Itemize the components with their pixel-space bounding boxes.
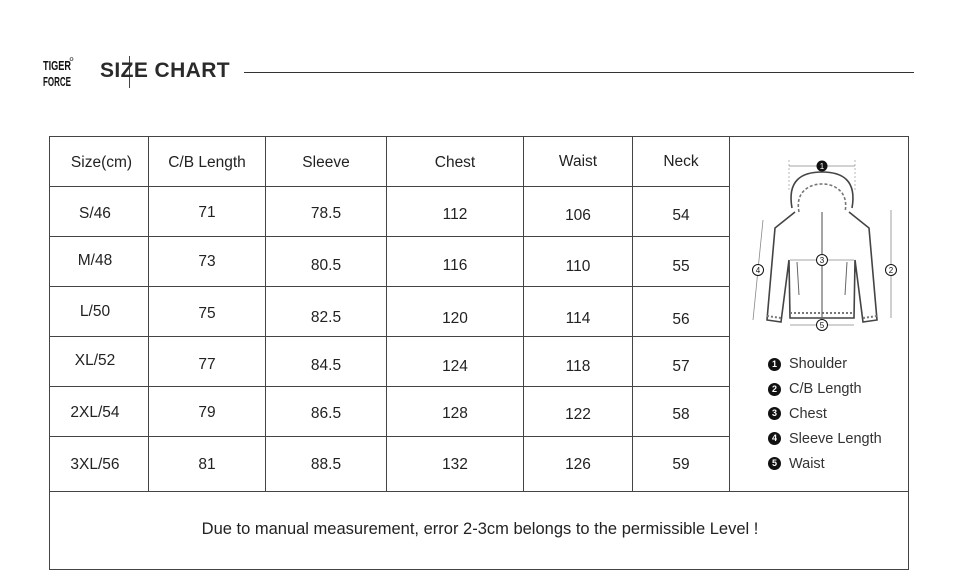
table-cell-waist: 106 xyxy=(565,207,591,224)
table-cell-cb-length: 75 xyxy=(198,305,216,322)
row-divider xyxy=(49,236,730,237)
table-cell-chest: 128 xyxy=(442,405,468,422)
svg-text:TIGER: TIGER xyxy=(43,59,71,73)
column-header-size: Size(cm) xyxy=(70,154,133,171)
table-cell-neck: 59 xyxy=(672,456,690,473)
legend-item xyxy=(768,377,882,402)
svg-text:1: 1 xyxy=(819,162,825,171)
row-divider xyxy=(49,436,730,437)
table-cell-waist: 118 xyxy=(565,358,591,375)
column-header-cb-length: C/B Length xyxy=(168,154,246,171)
table-cell-sleeve: 88.5 xyxy=(310,456,342,473)
table-cell-chest: 120 xyxy=(442,310,468,327)
table-cell-size: 2XL/54 xyxy=(70,404,120,421)
legend-item xyxy=(768,426,882,451)
legend-number: 3 xyxy=(768,407,781,420)
legend-label: Waist xyxy=(789,455,825,472)
table-cell-sleeve: 86.5 xyxy=(310,405,342,422)
page-title: SIZE CHART xyxy=(100,59,230,82)
legend-label: Sleeve Length xyxy=(789,430,882,447)
legend-label: Chest xyxy=(789,405,827,422)
legend-item xyxy=(768,451,882,476)
table-cell-neck: 55 xyxy=(672,258,690,275)
table-cell-size: S/46 xyxy=(79,205,111,222)
table-cell-neck: 57 xyxy=(672,358,690,375)
column-header-waist: Waist xyxy=(558,153,598,170)
table-cell-cb-length: 71 xyxy=(198,204,216,221)
table-cell-chest: 112 xyxy=(442,206,468,223)
table-cell-neck: 56 xyxy=(672,311,690,328)
svg-text:2: 2 xyxy=(888,266,894,275)
row-divider xyxy=(49,386,730,387)
table-cell-size: L/50 xyxy=(79,303,111,320)
legend-label: C/B Length xyxy=(789,381,862,398)
row-divider xyxy=(49,336,730,337)
hoodie-measurement-diagram xyxy=(737,150,907,340)
legend-number: 1 xyxy=(768,358,781,371)
table-cell-size: XL/52 xyxy=(74,352,116,369)
table-border-right xyxy=(908,136,909,570)
table-cell-waist: 110 xyxy=(565,258,591,275)
svg-text:3: 3 xyxy=(819,256,825,265)
column-header-sleeve: Sleeve xyxy=(302,154,350,171)
table-cell-cb-length: 73 xyxy=(198,253,216,270)
table-border-top xyxy=(49,136,909,137)
legend-label: Shoulder xyxy=(789,356,848,373)
svg-text:4: 4 xyxy=(755,266,761,275)
measurement-legend xyxy=(768,352,882,476)
legend-number: 4 xyxy=(768,432,781,445)
column-header-chest: Chest xyxy=(434,154,476,171)
table-cell-waist: 114 xyxy=(565,310,591,327)
diagram-marker xyxy=(886,265,897,276)
column-header-neck: Neck xyxy=(663,153,699,170)
table-border-bottom xyxy=(49,569,909,570)
table-cell-chest: 116 xyxy=(442,257,468,274)
table-cell-sleeve: 80.5 xyxy=(310,257,342,274)
table-cell-size: 3XL/56 xyxy=(70,456,120,473)
table-cell-size: M/48 xyxy=(77,252,113,269)
row-divider xyxy=(49,286,730,287)
table-cell-neck: 54 xyxy=(672,207,690,224)
table-cell-waist: 122 xyxy=(565,406,591,423)
table-cell-waist: 126 xyxy=(565,456,591,473)
chart-header xyxy=(42,52,914,92)
diagram-marker xyxy=(817,161,828,172)
table-cell-neck: 58 xyxy=(672,406,690,423)
svg-text:5: 5 xyxy=(819,321,825,330)
diagram-marker xyxy=(817,255,828,266)
measurement-note xyxy=(0,520,960,539)
table-cell-cb-length: 79 xyxy=(198,404,216,421)
table-cell-chest: 124 xyxy=(442,358,468,375)
legend-item xyxy=(768,402,882,427)
legend-number: 5 xyxy=(768,457,781,470)
diagram-marker xyxy=(817,320,828,331)
title-rule xyxy=(244,72,914,73)
legend-number: 2 xyxy=(768,383,781,396)
table-cell-sleeve: 84.5 xyxy=(310,357,342,374)
table-cell-cb-length: 81 xyxy=(198,456,216,473)
row-divider xyxy=(49,186,730,187)
column-divider xyxy=(729,136,730,492)
measurement-note-text: Due to manual measurement, error 2-3cm belongs to the permissible Level ! xyxy=(201,520,759,538)
table-cell-sleeve: 78.5 xyxy=(310,205,342,222)
svg-text:FORCE: FORCE xyxy=(43,75,71,89)
note-divider xyxy=(49,491,909,492)
table-cell-cb-length: 77 xyxy=(198,356,216,373)
table-cell-sleeve: 82.5 xyxy=(310,309,342,326)
brand-logo xyxy=(42,56,74,90)
table-cell-chest: 132 xyxy=(442,456,468,473)
legend-item xyxy=(768,352,882,377)
diagram-marker xyxy=(753,265,764,276)
